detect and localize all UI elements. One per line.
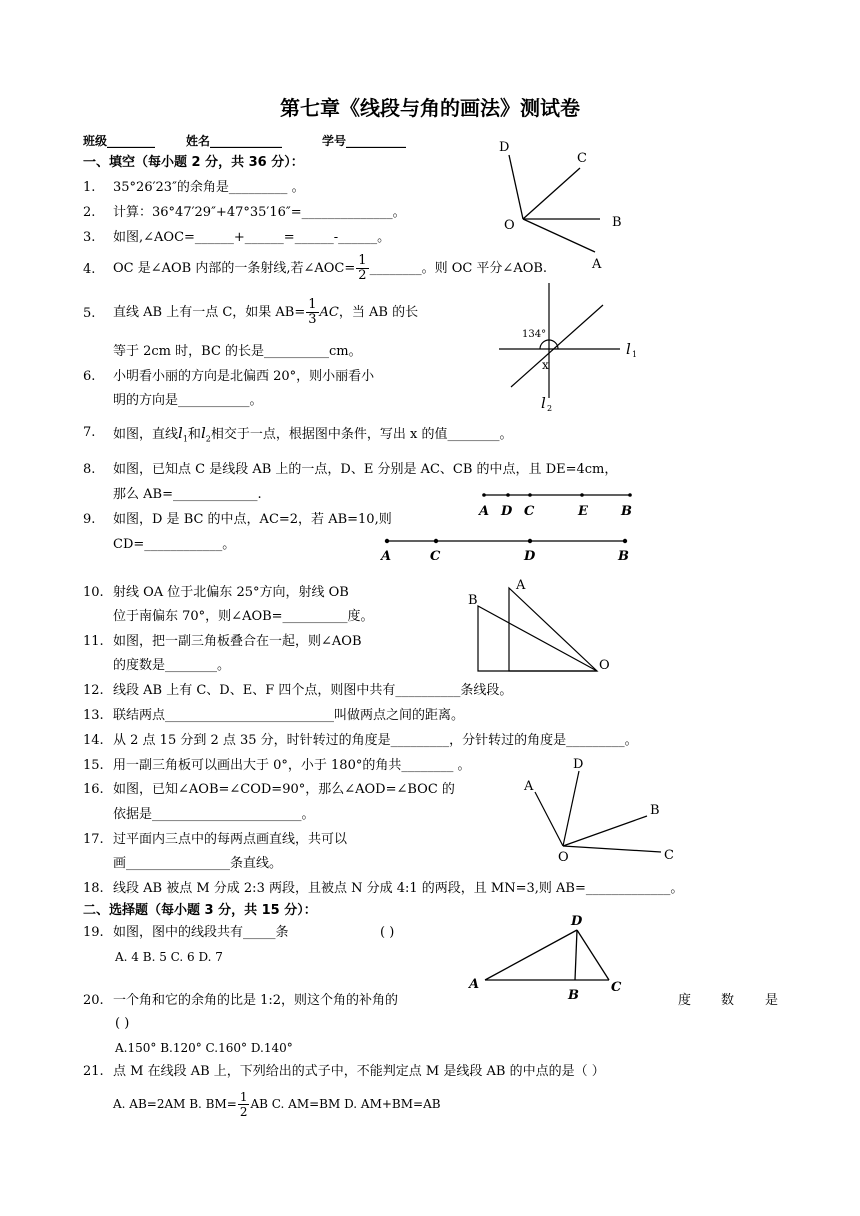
label-b: B xyxy=(621,504,632,519)
question-9-text: 如图，D 是 BC 的中点，AC=2，若 AB=10,则 xyxy=(113,512,392,527)
question-number: 10. xyxy=(83,585,104,600)
question-19-options: A. 4 B. 5 C. 6 D. 7 xyxy=(115,950,223,964)
figure-triangle-adc xyxy=(465,910,630,1005)
question-8-text: 如图，已知点 C 是线段 AB 上的一点，D、E 分别是 AC、CB 的中点，且 DE=4cm， xyxy=(113,462,618,477)
answer-parentheses: ( ) xyxy=(380,925,395,940)
question-11-text: 如图，把一副三角板叠合在一起，则∠AOB xyxy=(113,634,362,649)
segment-db xyxy=(575,930,577,980)
label-o: O xyxy=(504,218,515,233)
question-7-part-a: 如图，直线 xyxy=(113,427,179,442)
question-7-text xyxy=(113,425,512,448)
question-20-word-shu: 数 xyxy=(721,993,735,1008)
label-a: A xyxy=(592,257,602,272)
label-b: B xyxy=(650,803,660,818)
question-20-text: 一个角和它的余角的比是 1:2，则这个角的补角的 xyxy=(113,993,399,1008)
question-1-text: 35°26′23″的余角是_________ 。 xyxy=(113,180,305,195)
question-7-part-b: 和 xyxy=(187,427,201,442)
question-number: 7. xyxy=(83,425,96,440)
question-20-word-shi: 是 xyxy=(765,993,779,1008)
question-16-continuation: 依据是_______________________。 xyxy=(113,807,315,822)
question-21-text: 点 M 在线段 AB 上，下列给出的式子中，不能判定点 M 是线段 AB 的中点的是（ ） xyxy=(113,1064,605,1079)
label-l1: l xyxy=(626,340,631,358)
figure-right-angles xyxy=(520,755,690,870)
question-21-options-part-b: AB C. AM=BM D. AM+BM=AB xyxy=(250,1097,441,1111)
question-number: 15. xyxy=(83,758,104,773)
question-4-part-b: ________。则 OC 平分∠AOB. xyxy=(369,261,548,276)
question-13-text: 联结两点__________________________叫做两点之间的距离。 xyxy=(113,708,465,723)
question-number: 20. xyxy=(83,993,104,1008)
label-a: A xyxy=(524,779,534,794)
section-choice-heading: 二、选择题（每小题 3 分，共 15 分）： xyxy=(83,903,317,918)
point-d xyxy=(528,539,532,543)
section-fill-in-heading: 一、填空（每小题 2 分，共 36 分）： xyxy=(83,155,304,170)
question-number: 4. xyxy=(83,262,96,277)
segment-ad xyxy=(485,930,577,980)
question-number: 2. xyxy=(83,205,96,220)
ray-oa xyxy=(535,792,563,846)
line-l1-subscript: 1 xyxy=(182,434,188,444)
fraction-denominator: 2 xyxy=(239,1105,248,1119)
question-11-continuation: 的度数是________。 xyxy=(113,658,231,673)
question-6-text: 小明看小丽的方向是北偏西 20°，则小丽看小 xyxy=(113,369,375,384)
label-d: D xyxy=(571,914,583,929)
point-d xyxy=(506,493,510,497)
question-21-options-part-a: A. AB=2AM B. BM= xyxy=(113,1097,237,1111)
question-number: 5. xyxy=(83,306,96,321)
question-14-text: 从 2 点 15 分到 2 点 35 分，时针转过的角度是_________，分针转过的角度是_________。 xyxy=(113,733,638,748)
figure-intersecting-lines xyxy=(495,280,645,420)
fraction-denominator: 3 xyxy=(308,312,317,327)
label-b: B xyxy=(618,549,629,564)
label-d: D xyxy=(524,549,536,564)
fraction-numerator: 1 xyxy=(358,253,367,268)
point-a xyxy=(482,493,486,497)
triangle-set-square-2 xyxy=(478,606,597,671)
question-number: 18. xyxy=(83,881,104,896)
fraction-one-third xyxy=(306,298,318,327)
question-12-text: 线段 AB 上有 C、D、E、F 四个点，则图中共有__________条线段。 xyxy=(113,683,513,698)
ray-od xyxy=(509,155,523,219)
label-l1-subscript: 1 xyxy=(632,350,638,359)
label-a: A xyxy=(469,977,480,992)
line-l2-subscript: 2 xyxy=(205,434,211,444)
question-number: 14. xyxy=(83,733,104,748)
question-number: 6. xyxy=(83,369,96,384)
figure-segment-acdb xyxy=(378,530,638,565)
question-17-continuation: 画________________条直线。 xyxy=(113,856,283,871)
fraction-numerator: 1 xyxy=(239,1090,248,1104)
question-3-text: 如图,∠AOC=______+______=______-______。 xyxy=(113,230,391,245)
label-d: D xyxy=(499,140,510,155)
question-number: 9. xyxy=(83,512,96,527)
ray-oc xyxy=(523,168,580,219)
label-a: A xyxy=(479,504,490,519)
label-c: C xyxy=(577,151,587,166)
segment-ac: AC xyxy=(319,305,339,320)
label-e: E xyxy=(578,504,588,519)
figure-angle-rays xyxy=(490,135,640,275)
class-field: 班级________ xyxy=(83,134,156,148)
fraction-numerator: 1 xyxy=(308,297,317,312)
label-o: O xyxy=(558,850,569,865)
label-c: C xyxy=(524,504,535,519)
question-20-options: A.150° B.120° C.160° D.140° xyxy=(115,1041,293,1055)
question-5-continuation: 等于 2cm 时，BC 的长是__________cm。 xyxy=(113,344,362,359)
label-d: D xyxy=(501,504,513,519)
label-d: D xyxy=(573,757,584,772)
question-number: 1. xyxy=(83,180,96,195)
question-20-word-du: 度 xyxy=(678,993,692,1008)
segment-dc xyxy=(577,930,609,980)
page-title: 第七章《线段与角的画法》测试卷 xyxy=(280,96,580,120)
question-16-text: 如图，已知∠AOB=∠COD=90°，那么∠AOD=∠BOC 的 xyxy=(113,782,455,797)
figure-set-squares xyxy=(465,575,625,680)
label-c: C xyxy=(430,549,441,564)
question-5-text xyxy=(113,295,418,331)
question-6-continuation: 明的方向是___________。 xyxy=(113,393,263,408)
question-4-text xyxy=(113,251,547,287)
label-o: O xyxy=(599,658,610,673)
label-b: B xyxy=(612,215,622,230)
question-15-text: 用一副三角板可以画出大于 0°，小于 180°的角共________ 。 xyxy=(113,758,471,773)
question-7-part-c: 相交于一点，根据图中条件，写出 x 的值________。 xyxy=(210,427,513,442)
ray-ob xyxy=(563,816,647,846)
point-c xyxy=(528,493,532,497)
label-b: B xyxy=(468,593,478,608)
question-21-options xyxy=(113,1086,441,1122)
question-18-text: 线段 AB 被点 M 分成 2:3 两段，且被点 N 分成 4:1 的两段，且 MN=3,则 AB=_____________。 xyxy=(113,881,684,896)
question-number: 13. xyxy=(83,708,104,723)
question-10-continuation: 位于南偏东 70°，则∠AOB=__________度。 xyxy=(113,609,374,624)
question-number: 21. xyxy=(83,1064,104,1079)
ray-oa xyxy=(523,219,595,252)
label-l2: l xyxy=(541,394,546,412)
student-id-field: 学号__________ xyxy=(322,134,407,148)
question-number: 3. xyxy=(83,230,96,245)
label-b: B xyxy=(568,988,579,1003)
point-b xyxy=(628,493,632,497)
line-l2-symbol: l xyxy=(200,424,206,442)
angle-label-134: 134° xyxy=(522,329,547,340)
point-c xyxy=(434,539,438,543)
ray-oc xyxy=(563,846,661,852)
fraction-one-half xyxy=(356,254,368,283)
ray-od xyxy=(563,771,579,846)
point-b xyxy=(623,539,627,543)
question-2-text: 计算：36°47′29″+47°35′16″=______________。 xyxy=(113,205,406,220)
question-number: 12. xyxy=(83,683,104,698)
question-number: 16. xyxy=(83,782,104,797)
question-10-text: 射线 OA 位于北偏东 25°方向，射线 OB xyxy=(113,585,349,600)
question-8-continuation: 那么 AB=_____________. xyxy=(113,487,262,502)
label-l2-subscript: 2 xyxy=(547,404,553,413)
question-4-part-a: OC 是∠AOB 内部的一条射线,若∠AOC= xyxy=(113,261,356,276)
line-l1-symbol: l xyxy=(178,424,183,442)
fraction-denominator: 2 xyxy=(358,268,367,283)
question-number: 8. xyxy=(83,462,96,477)
label-c: C xyxy=(664,848,674,863)
label-a: A xyxy=(381,549,392,564)
question-number: 11. xyxy=(83,634,104,649)
answer-parentheses: ( ) xyxy=(115,1016,130,1031)
angle-label-x: x xyxy=(542,358,549,372)
question-number: 17. xyxy=(83,832,104,847)
question-5-part-b: ，当 AB 的长 xyxy=(338,305,419,320)
name-field: 姓名____________ xyxy=(186,134,283,148)
question-9-continuation: CD=____________。 xyxy=(113,537,236,552)
question-5-part-a: 直线 AB 上有一点 C，如果 AB= xyxy=(113,305,306,320)
label-c: C xyxy=(611,980,622,995)
point-a xyxy=(385,539,389,543)
question-19-text: 如图，图中的线段共有_____条 xyxy=(113,925,289,940)
figure-segment-adceb xyxy=(475,485,640,520)
question-number: 19. xyxy=(83,925,104,940)
question-17-text: 过平面内三点中的每两点画直线，共可以 xyxy=(113,832,348,847)
label-a: A xyxy=(516,578,526,593)
point-e xyxy=(580,493,584,497)
fraction-one-half xyxy=(238,1090,250,1119)
